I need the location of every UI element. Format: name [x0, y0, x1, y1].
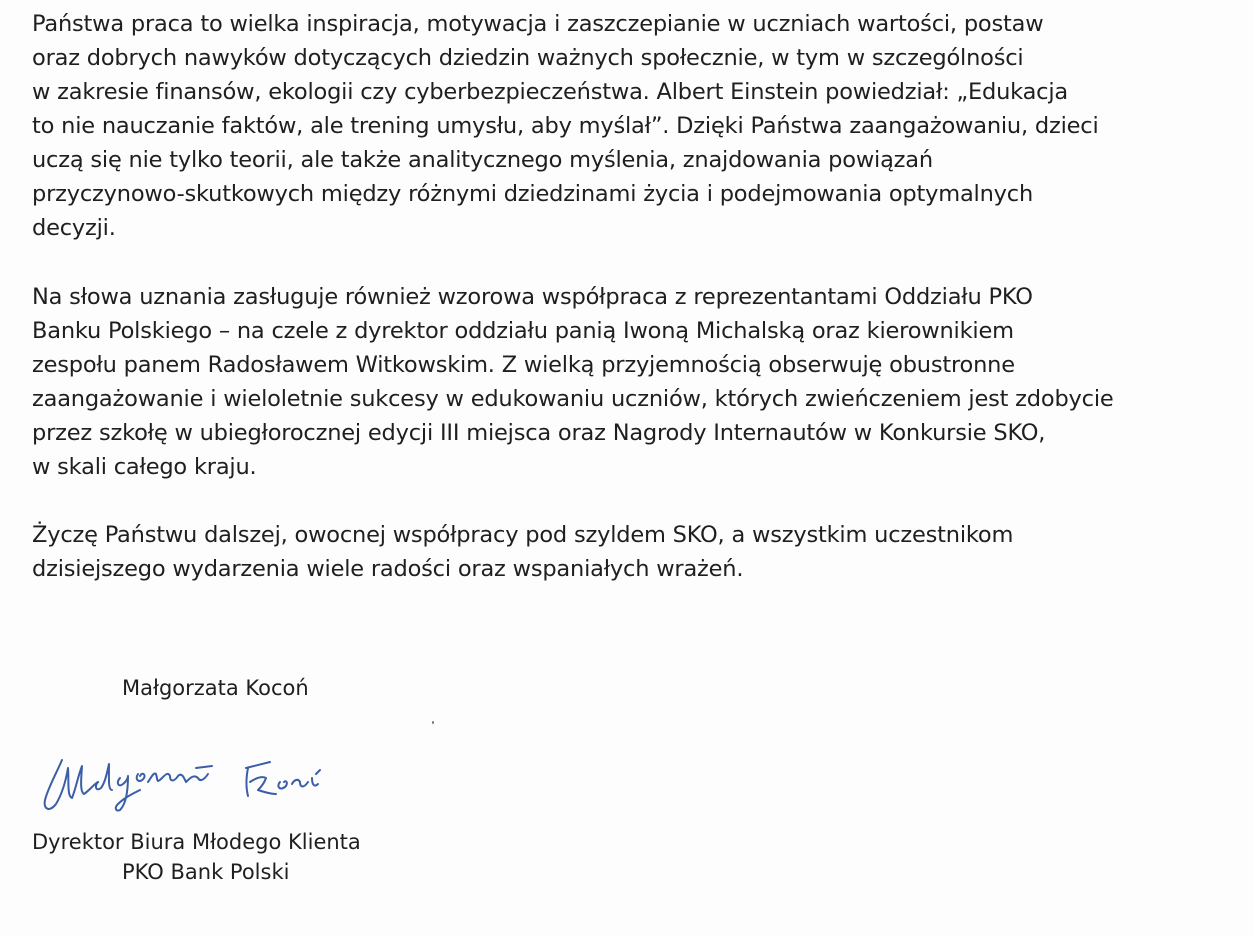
signer-organization: PKO Bank Polski: [122, 860, 290, 884]
paragraph-line: to nie nauczanie faktów, ale trening umysłu, aby myślał”. Dzięki Państwa zaangażowaniu, dzieci: [32, 113, 1099, 139]
paragraph-line: decyzji.: [32, 215, 116, 241]
paragraph-line: zespołu panem Radosławem Witkowskim. Z wielką przyjemnością obserwuję obustronne: [32, 352, 1015, 378]
scan-speck: [432, 721, 434, 724]
paragraph-line: przez szkołę w ubiegłorocznej edycji III miejsca oraz Nagrody Internautów w Konkursie SKO,: [32, 420, 1046, 446]
paragraph-line: Na słowa uznania zasługuje również wzorowa współpraca z reprezentantami Oddziału PKO: [32, 284, 1033, 310]
paragraph-line: uczą się nie tylko teorii, ale także analitycznego myślenia, znajdowania powiązań: [32, 147, 933, 173]
paragraph-line: Życzę Państwu dalszej, owocnej współpracy pod szyldem SKO, a wszystkim uczestnikom: [32, 522, 1014, 548]
paragraph-line: oraz dobrych nawyków dotyczących dziedzin ważnych społecznie, w tym w szczególności: [32, 45, 1024, 71]
paragraph-line: w skali całego kraju.: [32, 454, 257, 480]
signer-title: Dyrektor Biura Młodego Klienta: [32, 830, 361, 854]
paragraph-line: zaangażowanie i wieloletnie sukcesy w edukowaniu uczniów, których zwieńczeniem jest zdobycie: [32, 386, 1114, 412]
paragraph-line: Państwa praca to wielka inspiracja, motywacja i zaszczepianie w uczniach wartości, postaw: [32, 11, 1044, 37]
signer-name: Małgorzata Kocoń: [122, 676, 309, 700]
paragraph-line: dzisiejszego wydarzenia wiele radości oraz wspaniałych wrażeń.: [32, 556, 744, 582]
handwritten-signature: [36, 738, 336, 822]
paragraph-line: w zakresie finansów, ekologii czy cyberbezpieczeństwa. Albert Einstein powiedział: „Edukacja: [32, 79, 1068, 105]
paragraph-line: Banku Polskiego – na czele z dyrektor oddziału panią Iwoną Michalską oraz kierownikiem: [32, 318, 1014, 344]
paragraph-line: przyczynowo-skutkowych między różnymi dziedzinami życia i podejmowania optymalnych: [32, 181, 1034, 207]
